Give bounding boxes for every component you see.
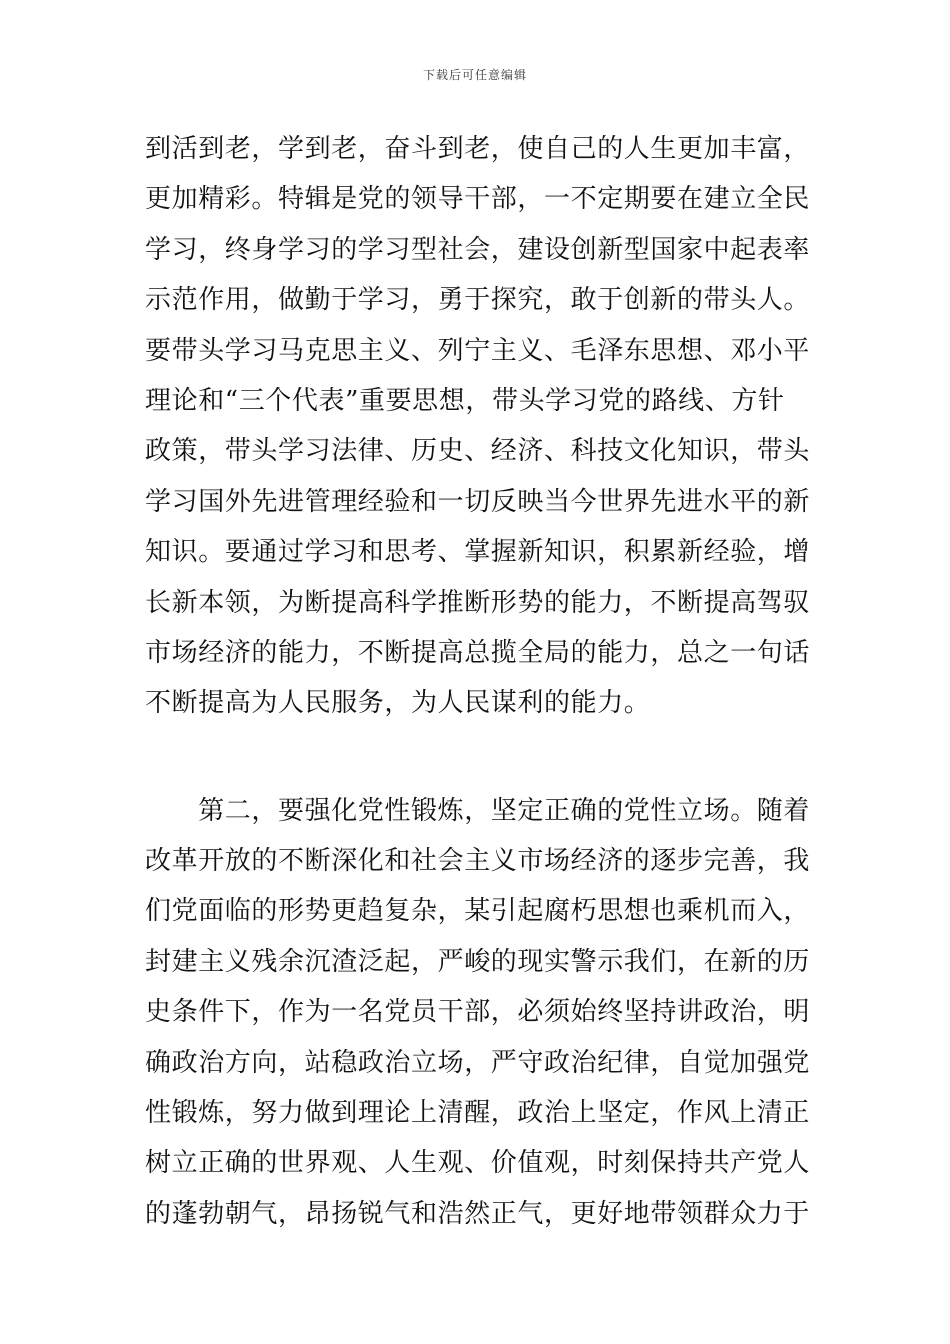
text-line: 不断提高为人民服务，为人民谋利的能力。 [145,688,651,719]
document-body [145,124,810,1239]
text-line: 第二，要强化党性锻炼，坚定正确的党性立场。随着 [145,795,811,826]
text-line: 们党面临的形势更趋复杂，某引起腐朽思想也乘机而入， [145,896,811,927]
text-line: 知识。要通过学习和思考、掌握新知识，积累新经验，增 [145,537,811,568]
text-line: 改革开放的不断深化和社会主义市场经济的逐步完善，我 [145,846,811,877]
text-line: 市场经济的能力，不断提高总揽全局的能力，总之一句话 [145,637,811,668]
text-line: 确政治方向，站稳政治立场，严守政治纪律，自觉加强党 [145,1047,811,1078]
text-line: 封建主义残余沉渣泛起，严峻的现实警示我们，在新的历 [145,946,811,977]
text-line: 长新本领，为断提高科学推断形势的能力，不断提高驾驭 [145,587,811,618]
paragraph-2 [145,786,810,1240]
text-line: 学习，终身学习的学习型社会，建设创新型国家中起表率 [145,234,811,265]
text-line: 到活到老，学到老，奋斗到老，使自己的人生更加丰富， [145,134,811,164]
paragraph-1 [145,124,810,729]
text-line: 理论和“三个代表”重要思想，带头学习党的路线、方针 [145,385,785,416]
text-line: 示范作用，做勤于学习，勇于探究，敢于创新的带头人。 [145,285,811,316]
text-line: 史条件下，作为一名党员干部，必须始终坚持讲政治，明 [145,997,811,1028]
text-line: 要带头学习马克思主义、列宁主义、毛泽东思想、邓小平 [145,335,811,366]
text-line: 树立正确的世界观、人生观、价值观，时刻保持共产党人 [145,1148,811,1179]
text-line: 性锻炼，努力做到理论上清醒，政治上坚定，作风上清正 [145,1098,811,1129]
text-line: 更加精彩。特辑是党的领导干部，一不定期要在建立全民 [145,184,811,215]
text-line: 政策，带头学习法律、历史、经济、科技文化知识，带头 [145,436,811,467]
paragraph-gap [145,729,810,786]
page-header: 下载后可任意编辑 [422,68,527,82]
text-line: 学习国外先进管理经验和一切反映当今世界先进水平的新 [145,486,811,517]
text-line: 的蓬勃朝气，昂扬锐气和浩然正气，更好地带领群众力于 [145,1198,811,1229]
